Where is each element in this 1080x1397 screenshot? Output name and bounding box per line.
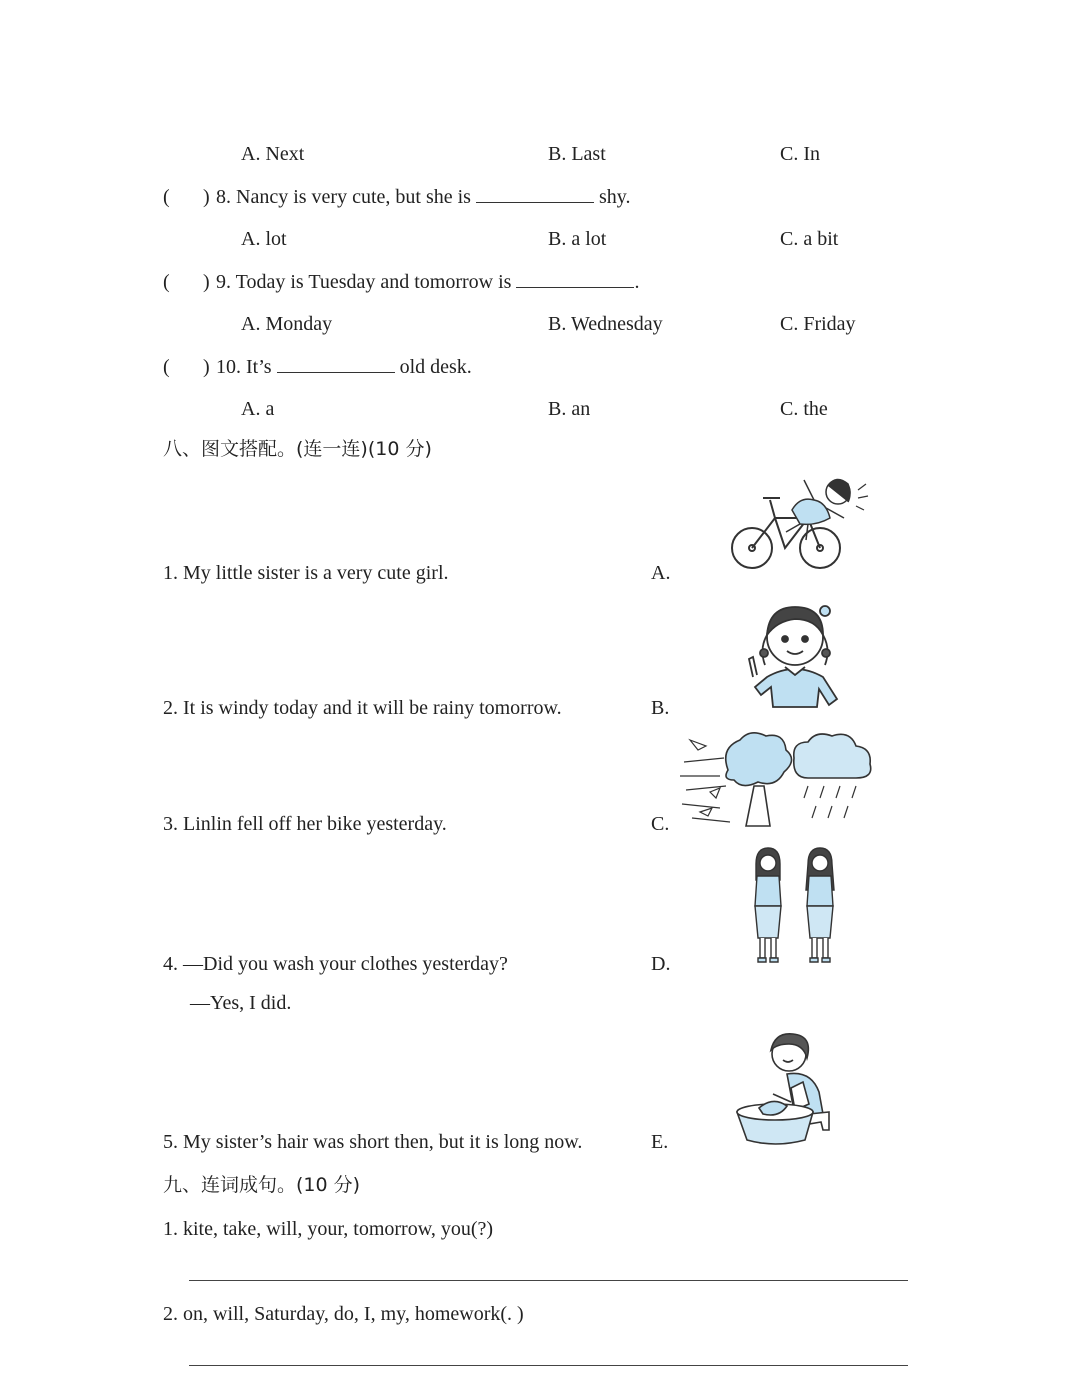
q9-option-a[interactable]: A. Monday [241,313,333,335]
q10-stem-suffix: old desk. [399,356,472,378]
q8-stem [216,187,630,207]
q9-option-b[interactable]: B. Wednesday [548,313,663,335]
match-item-4[interactable]: 4. —Did you wash your clothes yesterday? [163,953,508,975]
q7-option-a[interactable]: A. Next [241,143,305,165]
match-item-4-reply: —Yes, I did. [190,992,292,1014]
q9-answer-paren-close: ) [203,271,210,293]
q9-stem-prefix: 9. Today is Tuesday and tomorrow is [216,271,512,293]
q7-option-c[interactable]: C. In [780,143,820,165]
q8-blank[interactable] [476,202,594,203]
match-letter-a: A. [651,562,671,584]
answer-line-1[interactable] [189,1280,908,1281]
q8-stem-suffix: shy. [598,186,631,208]
q10-option-c[interactable]: C. the [780,398,828,420]
sentence-task-2: 2. on, will, Saturday, do, I, my, homework(. ) [163,1303,524,1325]
match-letter-c: C. [651,813,670,835]
q7-option-b[interactable]: B. Last [548,143,606,165]
two-girls-long-hair-illustration[interactable] [748,846,840,968]
section8-title: 八、图文搭配。(连一连)(10 分) [163,438,432,460]
q10-stem-prefix: 10. It’s [216,356,272,378]
q9-option-c[interactable]: C. Friday [780,313,856,335]
q8-option-a[interactable]: A. lot [241,228,287,250]
smiling-girl-illustration[interactable] [745,595,845,710]
q10-stem [216,357,472,377]
match-item-1[interactable]: 1. My little sister is a very cute girl. [163,562,449,584]
q8-stem-prefix: 8. Nancy is very cute, but she is [216,186,471,208]
answer-line-2[interactable] [189,1365,908,1366]
match-item-3[interactable]: 3. Linlin fell off her bike yesterday. [163,813,447,835]
match-letter-d: D. [651,953,671,975]
q10-blank[interactable] [277,372,395,373]
q9-stem-suffix: . [634,271,640,293]
q8-option-c[interactable]: C. a bit [780,228,839,250]
windy-and-rainy-weather-illustration[interactable] [680,728,890,830]
q9-answer-paren-open: ( [163,271,170,293]
q9-stem [216,272,639,292]
match-item-5[interactable]: 5. My sister’s hair was short then, but it is long now. [163,1131,583,1153]
match-item-2[interactable]: 2. It is windy today and it will be rainy tomorrow. [163,697,562,719]
q10-answer-paren-close: ) [203,356,210,378]
q8-answer-paren-open: ( [163,186,170,208]
match-letter-b: B. [651,697,670,719]
q10-option-a[interactable]: A. a [241,398,275,420]
q8-answer-paren-close: ) [203,186,210,208]
section9-title: 九、连词成句。(10 分) [163,1174,361,1196]
sentence-task-1: 1. kite, take, will, your, tomorrow, you(?) [163,1218,494,1240]
match-letter-e: E. [651,1131,669,1153]
q9-blank[interactable] [516,287,634,288]
q10-option-b[interactable]: B. an [548,398,591,420]
q8-option-b[interactable]: B. a lot [548,228,607,250]
girl-falling-off-bike-illustration[interactable] [730,472,870,576]
boy-washing-clothes-illustration[interactable] [733,1030,835,1148]
q10-answer-paren-open: ( [163,356,170,378]
